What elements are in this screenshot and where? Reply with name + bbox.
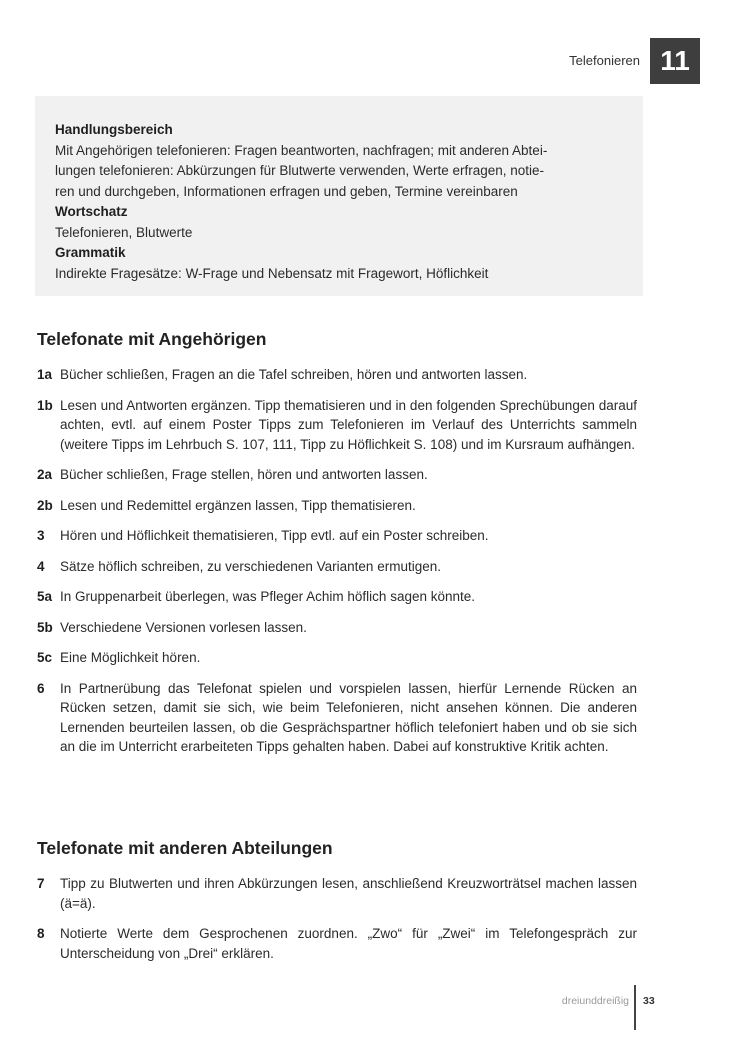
handlungsbereich-label: Handlungsbereich xyxy=(55,122,173,137)
task-text: In Partnerübung das Telefonat spielen und vorspielen lassen, hierfür Lernende Rücken an Rücken setzen, damit sie sich, wie beim Telefonieren, nicht ansehen können. Die anderen Lernenden beurteilen lassen, ob die Gesprächspartner höflich telefoniert haben und ob sie sich an die im Unterricht erarbeiteten Tipps gehalten haben. Dabei auf konstruktive Kritik achten. xyxy=(60,680,637,754)
footer-divider xyxy=(634,985,636,1030)
task-text: Verschiedene Versionen vorlesen lassen. xyxy=(60,619,307,635)
task-text: Lesen und Redemittel ergänzen lassen, Tipp thematisieren. xyxy=(60,497,416,513)
handlungsbereich-line: ren und durchgeben, Informationen erfragen und geben, Termine vereinbaren xyxy=(55,183,518,199)
task-item xyxy=(37,924,637,963)
task-item xyxy=(37,465,637,485)
header-title: Telefonieren xyxy=(569,53,640,68)
task-number: 5c xyxy=(37,650,53,665)
task-text: Hören und Höflichkeit thematisieren, Tipp evtl. auf ein Poster schreiben. xyxy=(60,528,489,543)
task-text: Sätze höflich schreiben, zu verschiedenen Varianten ermutigen. xyxy=(60,558,441,574)
task-number: 4 xyxy=(37,558,45,574)
task-list-angehoerige xyxy=(37,365,637,768)
task-item xyxy=(37,365,637,385)
task-number: 6 xyxy=(37,680,45,696)
task-number: 1b xyxy=(37,397,53,413)
task-text: Notierte Werte dem Gesprochenen zuordnen. „Zwo“ für „Zwei“ im Telefongespräch zur Unterscheidung von „Drei“ erklären. xyxy=(60,926,637,961)
page-number: 33 xyxy=(643,995,655,1007)
task-number: 7 xyxy=(37,876,45,891)
task-text: Lesen und Antworten ergänzen. Tipp thematisieren und in den folgenden Sprechübungen darauf achten, evtl. auf einem Poster Tipps zum Telefonieren im Verlauf des Unterrichts sammeln (weitere Tipps im Lehrbuch S. 107, 111, Tipp zu Höflichkeit S. 108) und im Kursraum aufhängen. xyxy=(60,397,637,452)
task-item xyxy=(37,587,637,607)
task-item xyxy=(37,874,637,913)
wortschatz-label: Wortschatz xyxy=(55,204,128,219)
task-text: In Gruppenarbeit überlegen, was Pfleger Achim höflich sagen könnte. xyxy=(60,589,476,604)
task-number: 3 xyxy=(37,528,45,543)
section-heading-abteilungen: Telefonate mit anderen Abteilungen xyxy=(37,838,333,858)
task-number: 8 xyxy=(37,926,45,941)
task-text: Bücher schließen, Fragen an die Tafel schreiben, hören und antworten lassen. xyxy=(60,367,528,382)
task-item xyxy=(37,396,637,455)
task-item xyxy=(37,496,637,516)
task-list-abteilungen xyxy=(37,874,637,974)
wortschatz-text: Telefonieren, Blutwerte xyxy=(55,224,193,240)
handlungsbereich-line: lungen telefonieren: Abkürzungen für Blutwerte verwenden, Werte erfragen, notie- xyxy=(55,163,545,178)
task-number: 5b xyxy=(37,619,53,635)
section-heading-angehoerige: Telefonate mit Angehörigen xyxy=(37,329,267,349)
task-item xyxy=(37,648,637,668)
task-text: Bücher schließen, Frage stellen, hören und antworten lassen. xyxy=(60,467,428,482)
grammatik-label: Grammatik xyxy=(55,245,126,260)
task-number: 5a xyxy=(37,589,53,604)
task-text: Tipp zu Blutwerten und ihren Abkürzungen lesen, anschließend Kreuzworträtsel machen lassen (ä=ä). xyxy=(60,876,637,911)
task-item xyxy=(37,679,637,757)
handlungsbereich-line: Mit Angehörigen telefonieren: Fragen beantworten, nachfragen; mit anderen Abtei- xyxy=(55,142,548,158)
task-number: 2b xyxy=(37,497,53,513)
grammatik-text: Indirekte Fragesätze: W-Frage und Nebensatz mit Fragewort, Höflichkeit xyxy=(55,265,489,281)
page-number-word: dreiunddreißig xyxy=(561,995,629,1007)
info-box-content xyxy=(55,120,635,284)
chapter-number-badge: 11 xyxy=(650,38,700,84)
task-number: 2a xyxy=(37,467,53,482)
task-item xyxy=(37,526,637,546)
task-text: Eine Möglichkeit hören. xyxy=(60,650,201,665)
task-item xyxy=(37,618,637,638)
task-item xyxy=(37,557,637,577)
task-number: 1a xyxy=(37,367,53,382)
